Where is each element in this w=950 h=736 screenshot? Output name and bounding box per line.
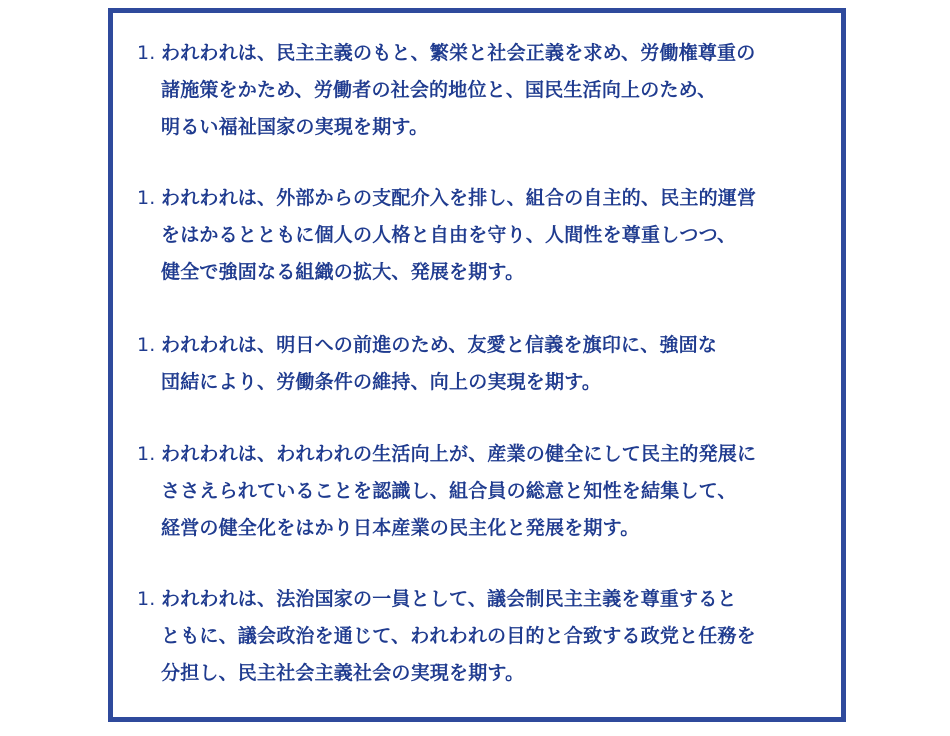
pledge-line: [137, 436, 837, 473]
pledge-text: われわれは、外部からの支配介入を排し、組合の自主的、民主的運営: [161, 187, 757, 209]
pledge-line: ともに、議会政治を通じて、われわれの目的と合致する政党と任務を: [161, 625, 756, 647]
pledge-line: 明るい福祉国家の実現を期す。: [161, 116, 429, 138]
pledge-line: 団結により、労働条件の維持、向上の実現を期す。: [161, 371, 602, 393]
pledge-text: われわれは、民主主義のもと、繁栄と社会正義を求め、労働権尊重の: [161, 42, 756, 64]
pledge-item: [137, 180, 837, 291]
pledge-number: 1.: [137, 187, 156, 209]
pledge-item: [137, 35, 837, 146]
pledge-text: われわれは、明日への前進のため、友愛と信義を旗印に、強固な: [161, 334, 718, 356]
pledge-line: [137, 327, 837, 364]
pledge-number: 1.: [137, 443, 156, 465]
pledge-line: をはかるとともに個人の人格と自由を守り、人間性を尊重しつつ、: [161, 224, 737, 246]
pledge-line: [137, 35, 837, 72]
pledge-frame: [108, 8, 846, 722]
pledge-line: 分担し、民主社会主義社会の実現を期す。: [161, 662, 525, 684]
pledge-line: ささえられていることを認識し、組合員の総意と知性を結集して、: [161, 480, 737, 502]
pledge-item: [137, 581, 837, 692]
pledge-item: [137, 436, 837, 547]
pledge-text: われわれは、われわれの生活向上が、産業の健全にして民主的発展に: [161, 443, 757, 465]
pledge-number: 1.: [137, 334, 156, 356]
pledge-number: 1.: [137, 42, 156, 64]
pledge-line: 諸施策をかため、労働者の社会的地位と、国民生活向上のため、: [161, 79, 717, 101]
pledge-item: [137, 327, 837, 401]
pledge-line: 経営の健全化をはかり日本産業の民主化と発展を期す。: [161, 517, 640, 539]
pledge-line: [137, 180, 837, 217]
pledge-text: われわれは、法治国家の一員として、議会制民主主義を尊重すると: [161, 588, 737, 610]
pledge-number: 1.: [137, 588, 156, 610]
pledge-line: 健全で強固なる組織の拡大、発展を期す。: [161, 261, 525, 283]
pledge-line: [137, 581, 837, 618]
